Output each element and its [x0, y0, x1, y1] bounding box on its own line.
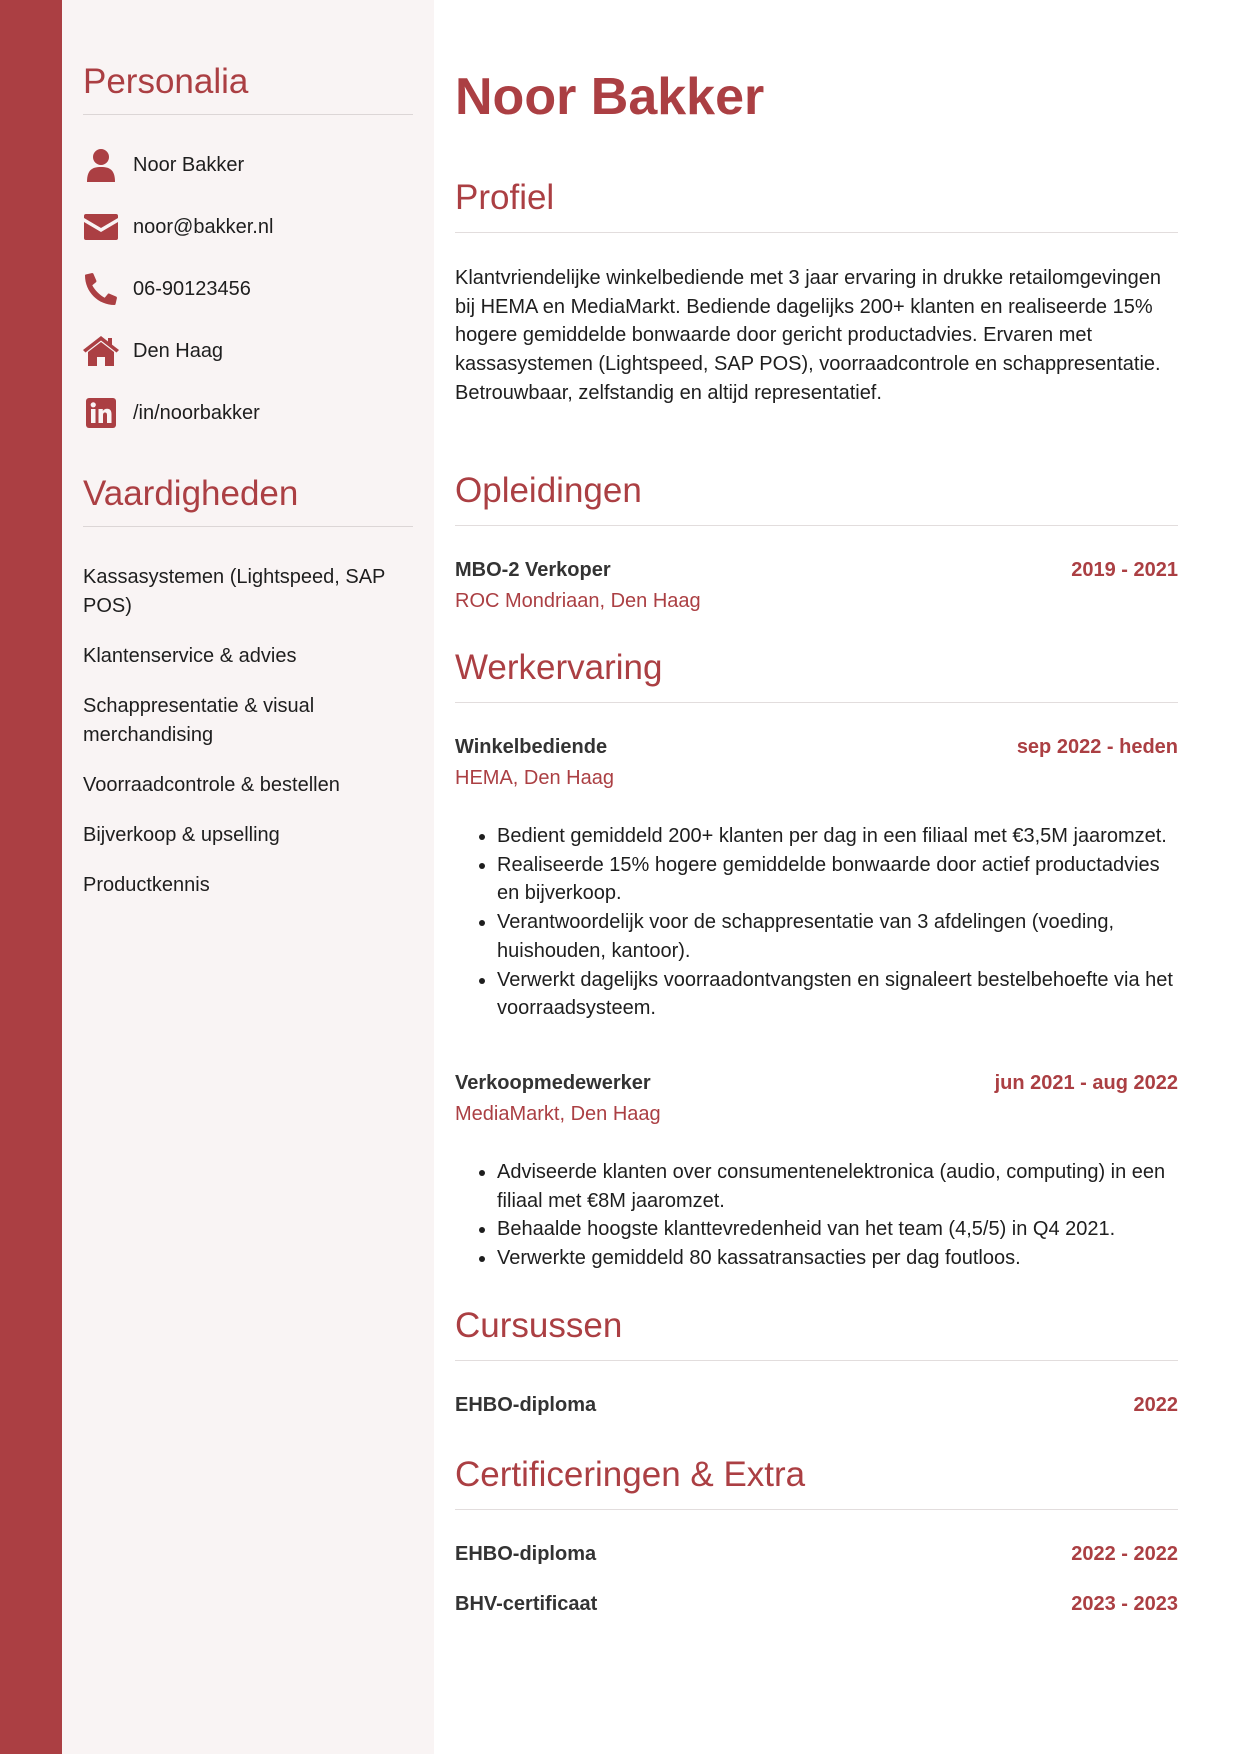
candidate-name: Noor Bakker — [455, 68, 765, 126]
user-icon — [83, 147, 119, 183]
contact-phone[interactable] — [83, 258, 413, 320]
contact-name-value: Noor Bakker — [133, 153, 245, 176]
sidebar — [62, 0, 434, 1754]
contact-phone-value[interactable]: 06-90123456 — [133, 277, 251, 300]
contact-email[interactable] — [83, 196, 413, 258]
job-employer: HEMA, Den Haag — [455, 767, 614, 789]
skill-item: Bijverkoop & upselling — [83, 824, 280, 846]
envelope-icon — [83, 209, 119, 245]
list-item: • Verwerkte gemiddeld 80 kassatransacties per dag foutloos. — [497, 1244, 1178, 1273]
certification-date: 2023 - 2023 — [1071, 1593, 1178, 1615]
courses-heading: Cursussen — [455, 1304, 1178, 1361]
certification-entry — [455, 1593, 1178, 1616]
skill-item: Productkennis — [83, 874, 210, 896]
accent-bar — [0, 0, 62, 1754]
contact-location-value: Den Haag — [133, 339, 224, 362]
education-title: MBO-2 Verkoper — [455, 559, 611, 581]
list-item: • Adviseerde klanten over consumentenelektronica (audio, computing) in een filiaal met €8M jaaromzet. — [497, 1158, 1178, 1215]
list-item: • Verantwoordelijk voor de schappresentatie van 3 afdelingen (voeding, huishouden, kantoor). — [497, 908, 1178, 965]
certification-date: 2022 - 2022 — [1071, 1543, 1178, 1565]
skill-item: Klantenservice & advies — [83, 645, 297, 667]
education-date: 2019 - 2021 — [1071, 559, 1178, 581]
profile-heading: Profiel — [455, 176, 1178, 233]
skills-list — [83, 563, 413, 921]
list-item: • Verwerkt dagelijks voorraadontvangsten en signaleert bestelbehoefte via het voorraadsysteem. — [497, 966, 1178, 1023]
contact-linkedin-value[interactable]: /in/noorbakker — [133, 401, 260, 424]
experience-entry — [455, 1072, 1178, 1273]
contact-email-value[interactable]: noor@bakker.nl — [133, 215, 274, 238]
course-title: EHBO-diploma — [455, 1394, 597, 1416]
list-item: • Realiseerde 15% hogere gemiddelde bonwaarde door actief productadvies en bijverkoop. — [497, 851, 1178, 908]
job-employer: MediaMarkt, Den Haag — [455, 1103, 661, 1125]
job-date: jun 2021 - aug 2022 — [994, 1072, 1178, 1094]
course-entry — [455, 1394, 1178, 1417]
job-title: Verkoopmedewerker — [455, 1072, 651, 1094]
linkedin-icon — [83, 395, 119, 431]
certification-entry — [455, 1543, 1178, 1566]
home-icon — [83, 333, 119, 369]
certification-title: EHBO-diploma — [455, 1543, 597, 1565]
list-item: • Bedient gemiddeld 200+ klanten per dag in een filiaal met €3,5M jaaromzet. — [497, 822, 1178, 851]
education-institution: ROC Mondriaan, Den Haag — [455, 590, 701, 612]
profile-text: Klantvriendelijke winkelbediende met 3 jaar ervaring in drukke retailomgevingen bij HEMA en MediaMarkt. Bediende dagelijks 200+ klanten en realiseerde 15% hogere gemiddelde bonwaarde door gericht productadvies. Ervaren met kassasystemen (Lightspeed, SAP POS), voorraadcontrole en schappresentatie. Betrouwbaar, zelfstandig en altijd representatief. — [455, 267, 1161, 404]
personalia-heading: Personalia — [83, 62, 413, 115]
skill-item: Kassasystemen (Lightspeed, SAP POS) — [83, 566, 386, 617]
education-heading: Opleidingen — [455, 469, 1178, 526]
course-date: 2022 — [1133, 1394, 1178, 1416]
experience-heading: Werkervaring — [455, 646, 1178, 703]
job-bullets — [455, 822, 1178, 1023]
contact-location — [83, 320, 413, 382]
certification-title: BHV-certificaat — [455, 1593, 598, 1615]
experience-entry — [455, 736, 1178, 1023]
skill-item: Schappresentatie & visual merchandising — [83, 695, 315, 746]
contact-linkedin[interactable] — [83, 382, 413, 444]
contact-name — [83, 134, 413, 196]
job-title: Winkelbediende — [455, 736, 608, 758]
certifications-heading: Certificeringen & Extra — [455, 1453, 1178, 1510]
phone-icon — [83, 271, 119, 307]
skills-heading: Vaardigheden — [83, 474, 413, 527]
contact-list — [83, 134, 413, 444]
job-bullets — [455, 1158, 1178, 1273]
education-entry — [455, 559, 1178, 613]
skill-item: Voorraadcontrole & bestellen — [83, 774, 340, 796]
job-date: sep 2022 - heden — [1016, 736, 1178, 758]
list-item: • Behaalde hoogste klanttevredenheid van het team (4,5/5) in Q4 2021. — [497, 1215, 1178, 1244]
